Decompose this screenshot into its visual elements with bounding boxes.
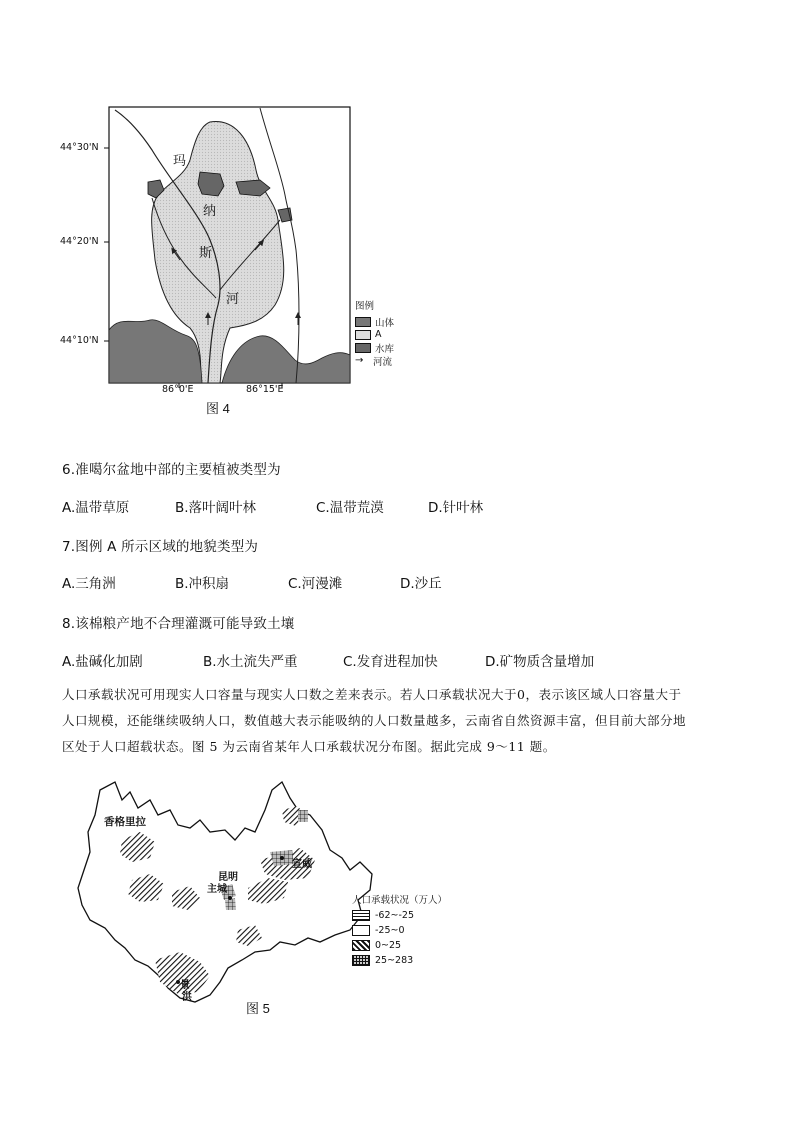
river-char-he: 河 [226,292,240,307]
passage-line-2: 人口规模，还能继续吸纳人口，数值越大表示能吸纳的人口数量越多，云南省自然资源丰富，但目前大部分地 [62,713,687,728]
question-8-option-a: A.盐碱化加剧 [62,654,143,670]
legend-swatch-neg25 [352,925,370,936]
place-shangri-la: 香格里拉 [104,816,146,828]
legend-arrow-icon: → [355,355,364,366]
figure-5-legend [352,892,462,968]
place-main-city: 主城 [207,884,227,895]
passage-line-3: 区处于人口超载状态。图 5 为云南省某年人口承载状况分布图。据此完成 9～11 题。 [62,739,556,754]
place-jinghong-1: 景 [180,980,190,991]
passage-line-1: 人口承载状况可用现实人口容量与现实人口数之差来表示。若人口承载状况大于0，表示该区域人口容量大于 [62,687,682,702]
legend-label-0-25: 0~25 [375,940,402,951]
figure-4-legend [355,298,415,367]
legend-label-25-283: 25~283 [375,955,414,966]
legend-swatch-mountain [355,317,371,327]
city-marker-xuanwei [280,856,284,860]
question-7-stem: 7.图例 A 所示区域的地貌类型为 [62,539,259,555]
legend-label-a: A [375,329,382,340]
lat-label-4410: 44°10'N [60,335,99,346]
legend-title: 图例 [355,301,375,312]
figure-5 [60,770,460,1020]
legend-swatch-0-25 [352,940,370,951]
question-8-stem: 8.该棉粮产地不合理灌溉可能导致土壤 [62,616,295,632]
question-6-option-a: A.温带草原 [62,500,130,516]
question-6-option-c: C.温带荒漠 [316,500,384,516]
legend-label-reservoir: 水库 [375,343,395,355]
question-6-stem: 6.准噶尔盆地中部的主要植被类型为 [62,462,281,478]
place-kunming: 昆明 [218,872,238,883]
river-char-na: 纳 [203,204,217,219]
figure-5-caption: 图 5 [246,1001,270,1016]
question-8-option-c: C.发育进程加快 [343,654,438,670]
question-7-option-d: D.沙丘 [400,576,442,592]
question-7-option-a: A.三角洲 [62,576,116,592]
legend-label-river: 河流 [373,356,393,368]
area-grid-4 [298,810,308,822]
lat-label-4430: 44°30'N [60,142,99,153]
legend-title-population: 人口承载状况（万人） [352,895,448,906]
question-8-option-b: B.水土流失严重 [203,654,298,670]
place-xuanwei: 宣威 [292,859,312,870]
legend-swatch-reservoir [355,343,371,353]
city-marker-kunming [228,896,232,900]
legend-swatch-neg62 [352,910,370,921]
reservoir-2 [198,172,224,196]
figure-4-map [60,100,380,420]
legend-label-neg62: -62~-25 [375,910,414,921]
lon-label-8615: 86°15'E [246,384,284,395]
question-6-option-d: D.针叶林 [428,500,484,516]
legend-label-mountain: 山体 [375,317,395,329]
question-7-option-b: B.冲积扇 [175,576,230,592]
lon-label-860: 86°0'E [162,384,194,395]
lat-label-4420: 44°20'N [60,236,99,247]
river-char-si: 斯 [199,246,213,261]
river-char-ma: 玛 [173,154,187,169]
legend-swatch-a [355,330,371,340]
passage [62,682,738,760]
question-7-option-c: C.河漫滩 [288,576,343,592]
legend-label-neg25: -25~0 [375,925,405,936]
figure-4-caption: 图 4 [206,401,230,416]
place-jinghong-2: 洪 [182,992,192,1003]
question-6-option-b: B.落叶阔叶林 [175,500,257,516]
figure-4 [60,100,395,420]
question-8-option-d: D.矿物质含量增加 [485,654,595,670]
legend-swatch-25-283 [352,955,370,966]
